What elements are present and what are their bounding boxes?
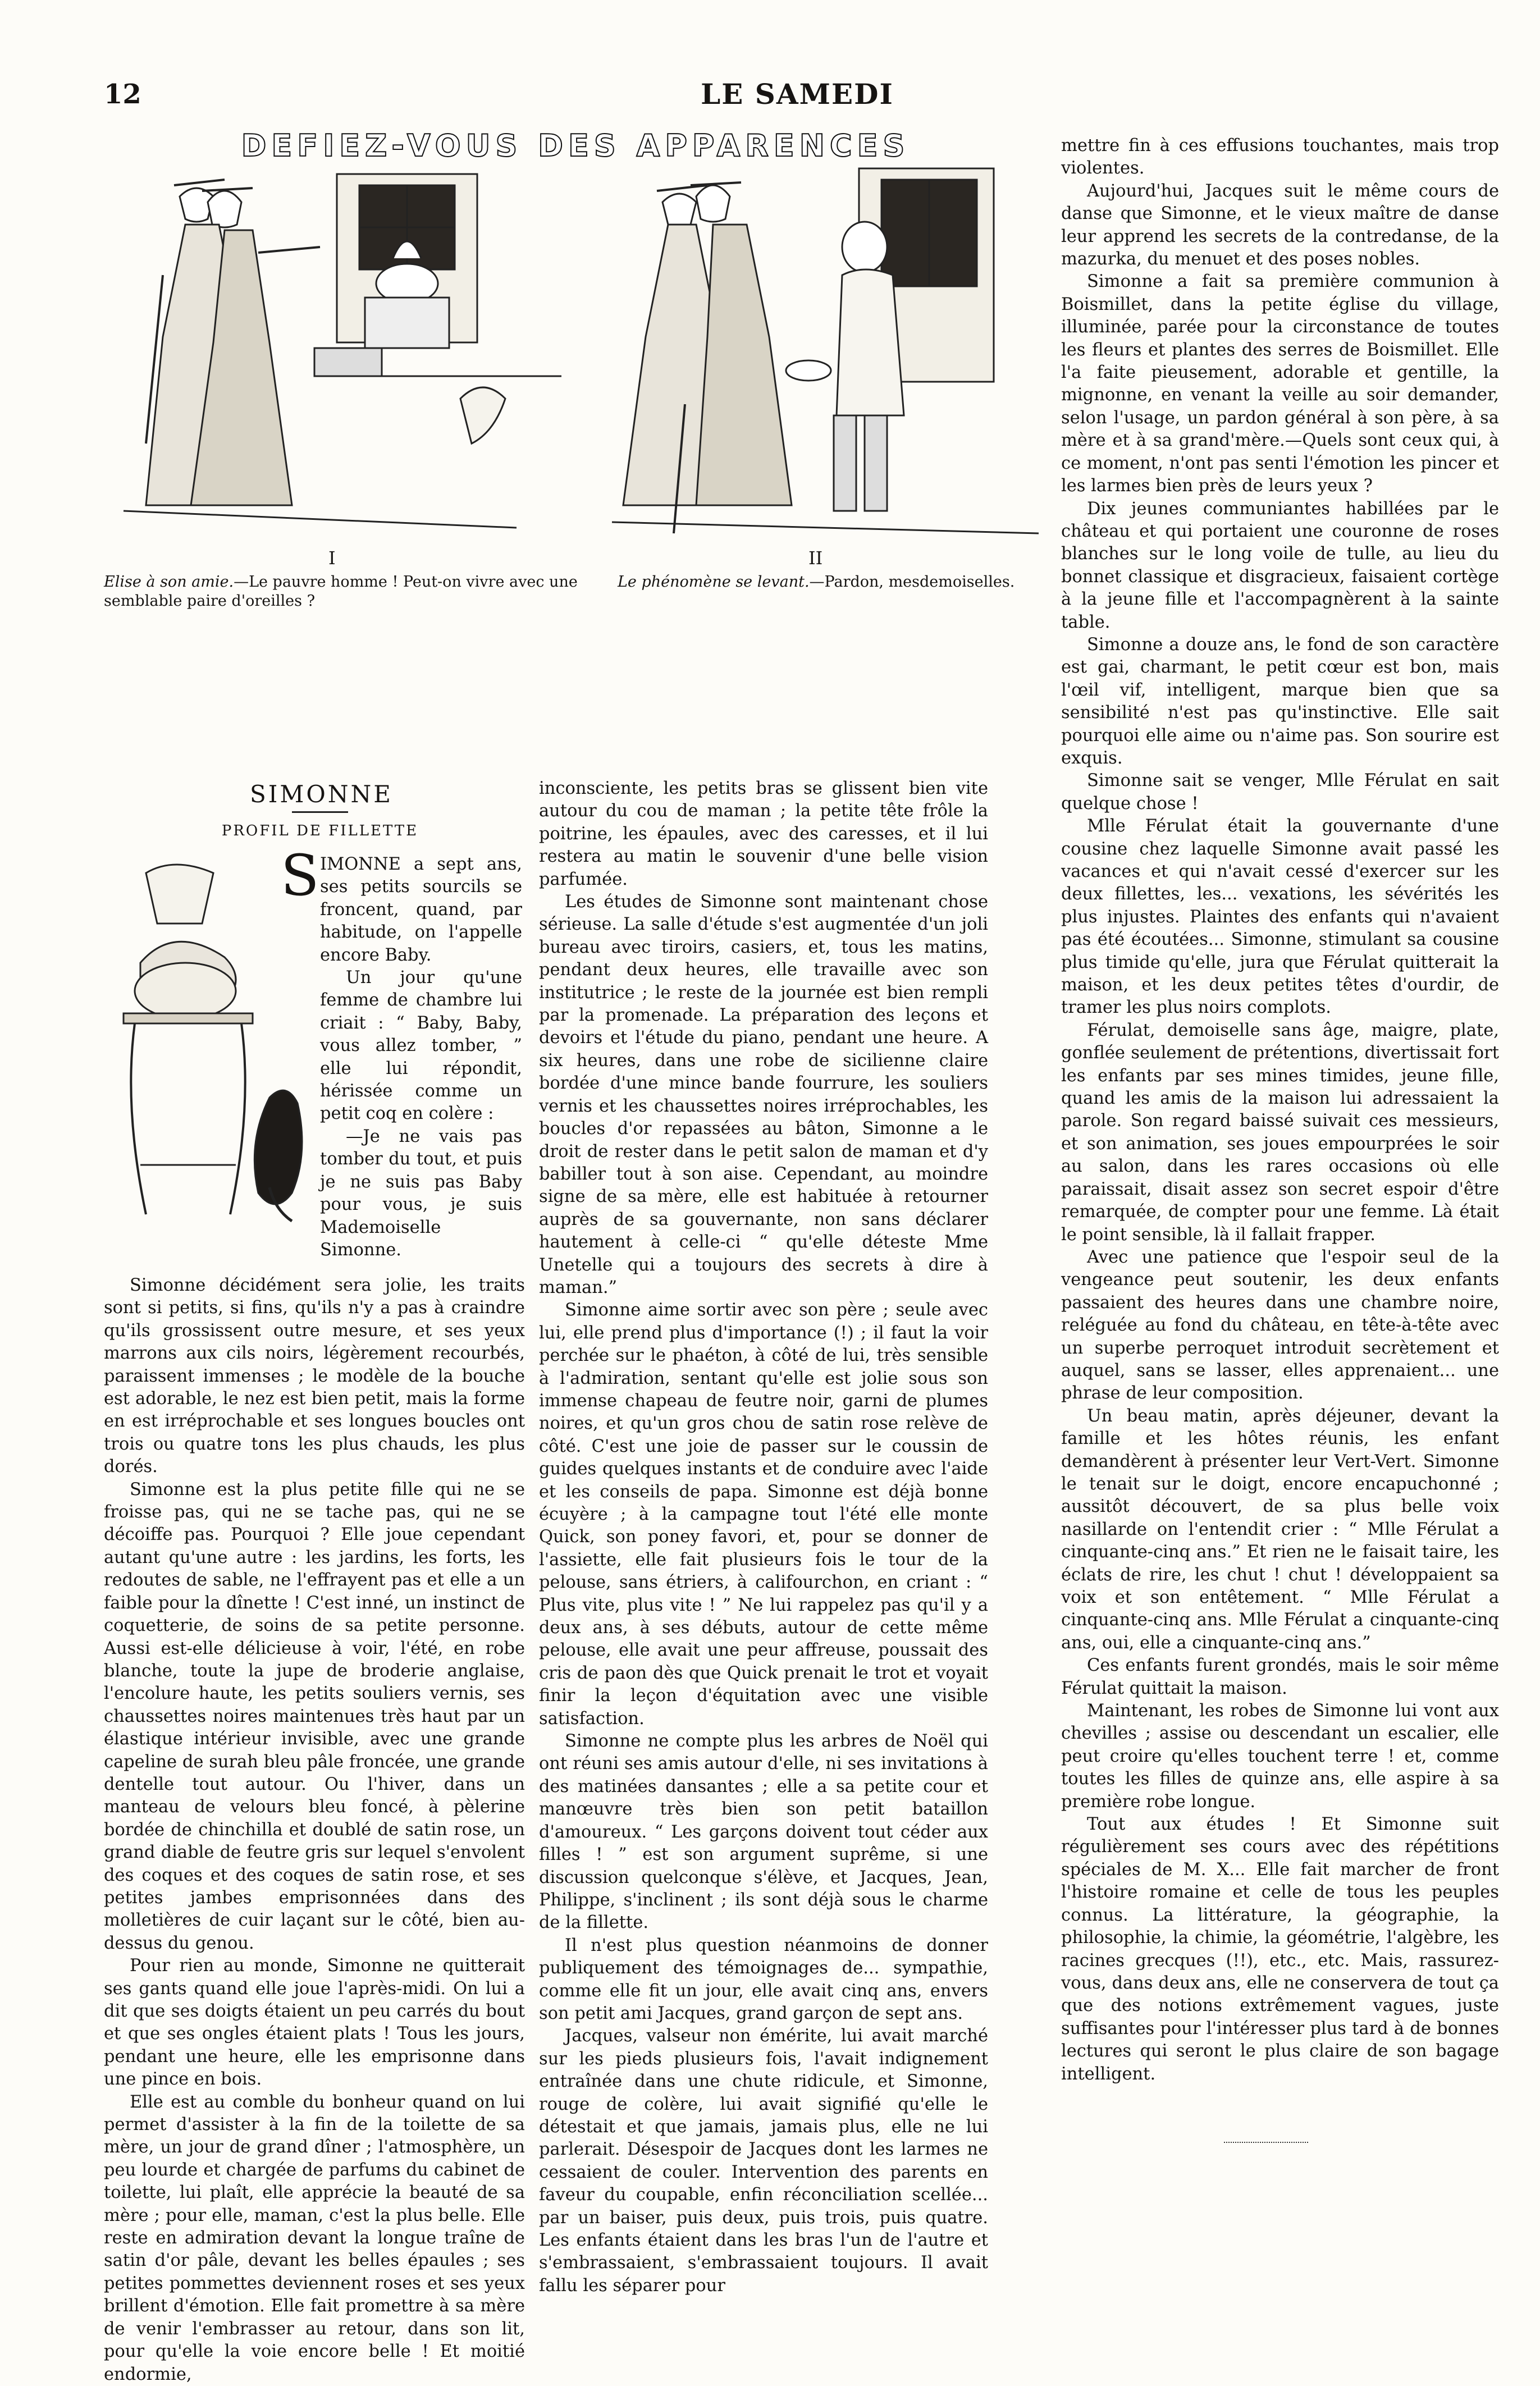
panel-2-caption-text: —Pardon, mesdemoiselles. bbox=[809, 573, 1015, 591]
column-3-paragraph: Simonne a fait sa première communion à Boismillet, dans la petite église du village, illuminée, parée pour la circonstance de toutes les fleurs et plantes des serres de Boismillet. Elle l'a faite pieusement, adorable et gentille, la mignonne, en venant la veille au soir demander, selon l'usage, un pardon général à son père, à sa mère et à sa grand'mère.—Quels sont ceux qui, à ce moment, n'ont pas senti l'émotion les pincer et les larmes bien près de leurs yeux ? bbox=[1061, 272, 1499, 496]
column-1-paragraph: Pour rien au monde, Simonne ne quitterait ses gants quand elle joue l'après-midi. On lui a dit que ses doigts étaient un peu carrés du bout et que ses ongles étaient plats ! Tous les jours, pendant une heure, elle les emprisonne dans une pince en bois. bbox=[104, 1956, 525, 2090]
column-2-paragraph: Il n'est plus question néanmoins de donner publiquement des témoignages de... sympathie, comme elle fit un jour, elle avait cinq ans, envers son petit ami Jacques, grand garçon de sept ans. bbox=[539, 1935, 988, 2023]
column-1-paragraph: Simonne décidément sera jolie, les traits sont si petits, si fins, qu'ils n'y a pas à craindre qu'ils grossissent outre mesure, et ses yeux marrons aux cils noirs, légèrement recourbés, paraissent immenses ; le modèle de la bouche est adorable, le nez est bien petit, mais la forme en est irréprochable et ses longues boucles ont trois ou quatre tons les plus chauds, les plus dorés. bbox=[104, 1276, 525, 1477]
column-3-paragraph: Dix jeunes communiantes habillées par le château et qui portaient une couronne de roses blanches sur le long voile de tulle, au lieu du bonnet classique et disgracieux, faisaient cortège à la jeune fille et l'accompagnèrent à la sainte table. bbox=[1061, 499, 1499, 632]
opening-paragraph-2: Un jour qu'une femme de chambre lui criait : “ Baby, Baby, vous allez tomber, ” elle lui répondit, hérissée comme un petit coq en colère : bbox=[320, 968, 522, 1124]
column-1-paragraph: Simonne est la plus petite fille qui ne se froisse pas, qui ne se tache pas, qui ne se décoiffe pas. Pourquoi ? Elle joue cependant autant qu'une autre : les jardins, les forts, les redoutes de sable, ne l'effrayent pas et elle a un faible pour la dînette ! C'est inné, un instinct de coquetterie, de soins de sa petite personne. Aussi est-elle délicieuse à voir, l'été, en robe blanche, toute la jupe de broderie anglaise, l'encolure haute, les petits souliers vernis, ses chaussettes noires maintenues très haut par un élastique intérieur invisible, avec une grande capeline de surah bleu pâle froncée, une grande dentelle tout autour. Ou l'hiver, dans un manteau de velours bleu foncé, à pèlerine bordée de chinchilla et doublé de satin rose, un grand diable de feutre gris sur lequel s'envolent des coques et des coques de satin rose, et ses petites jambes emprisonnées dans des molletières de cuir laçant sur le côté, bien au-dessus du genou. bbox=[104, 1479, 525, 1953]
story-title: SIMONNE bbox=[250, 780, 393, 808]
panel-2-number: II bbox=[808, 547, 823, 569]
column-3-paragraph: Tout aux études ! Et Simonne suit régulièrement ses cours avec des répétitions spéciales de M. X... Elle fait marcher de front l'histoire romaine et celle de tous les peuples connus. La littérature, la géographie, la philosophie, la chimie, la géométrie, l'algèbre, les racines grecques (!!), etc., etc. Mais, rassurez-vous, dans deux ans, elle ne conservera de tout ça que des notions extrêmement vagues, juste suffisantes pour l'intéresser plus tard à de bonnes lectures qui seront le plus claire de son bagage intelligent. bbox=[1061, 1814, 1499, 2084]
page-number: 12 bbox=[104, 79, 141, 110]
panel-2-caption-speaker: Le phénomène se levant. bbox=[618, 573, 810, 591]
column-3-paragraph: Simonne a douze ans, le fond de son caractère est gai, charmant, le petit cœur est bon, mais l'œil vif, intelligent, marque bien que sa sensibilité n'est pas qu'instinctive. Elle sait pourquoi elle aime ou n'aime pas. Son sourire est exquis. bbox=[1061, 634, 1499, 768]
column-3-paragraph: Mlle Férulat était la gouvernante d'une cousine chez laquelle Simonne avait passé les vacances et qui n'avait cessé d'exercer sur les deux fillettes, les... vexations, les sévérités les plus injustes. Plaintes des enfants qui n'avaient pas été écoutées... Simonne, stimulant sa cousine plus timide qu'elle, jura que Férulat quitterait la maison, et les deux petites têtes d'ourdir, de tramer les plus noirs complots. bbox=[1061, 816, 1499, 1018]
panel-1-caption-text: —Le pauvre homme ! Peut-on vivre avec une semblable paire d'oreilles ? bbox=[104, 573, 578, 610]
panel-2-caption bbox=[618, 573, 1044, 592]
cartoon-panel-2-illustration bbox=[601, 163, 1050, 545]
column-2-paragraph: Simonne ne compte plus les arbres de Noël qui ont réuni ses amis autour d'elle, ni ses invitations à des matinées dansantes ; elle a sa petite cour et manœuvre très bien son petit bataillon d'amoureux. “ Les garçons doivent tout céder aux filles ! ” est son argument suprême, si une discussion quelconque s'élève, et Jacques, Jean, Philippe, s'inclinent ; ils sont déjà sous le charme de la fillette. bbox=[539, 1731, 988, 1933]
story-subtitle: PROFIL DE FILLETTE bbox=[221, 822, 419, 839]
opening-text: IMONNE a sept ans, ses petits sourcils se froncent, quand, par habitude, on l'appelle encore Baby. bbox=[320, 854, 522, 965]
column-3-paragraph: Simonne sait se venger, Mlle Férulat en sait quelque chose ! bbox=[1061, 771, 1499, 813]
fillette-vignette-illustration bbox=[107, 851, 314, 1277]
column-3-paragraph: Aujourd'hui, Jacques suit le même cours de danse que Simonne, et le vieux maître de danse leur apprend les secrets de la contredanse, de la mazurka, du menuet et des poses nobles. bbox=[1061, 181, 1499, 269]
column-2-paragraph: Jacques, valseur non émérite, lui avait marché sur les pieds plusieurs fois, l'avait indignement entraînée dans une chute ridicule, et Simonne, rouge de colère, lui avait signifié qu'elle le détestait et que jamais, jamais plus, elle ne lui parlerait. Désespoir de Jacques dont les larmes ne cessaient de couler. Intervention des parents en faveur du coupable, enfin réconciliation scellée... par un baiser, puis deux, puis trois, puis quatre. Les enfants étaient dans les bras l'un de l'autre et s'embrassaient, s'embrassaient toujours. Il avait fallu les séparer pour bbox=[539, 2026, 988, 2296]
column-2-paragraph: Les études de Simonne sont maintenant chose sérieuse. La salle d'étude s'est augmentée d'un joli bureau avec tiroirs, casiers, et, tous les matins, pendant deux heures, elle travaille avec son institutrice ; le reste de la journée est bien rempli par la promenade. La préparation des leçons et devoirs et l'étude du piano, pendant une heure. A six heures, dans une robe de sicilienne claire bordée d'une mince bande fourrure, les souliers vernis et les chaussettes noires irréprochables, les boucles d'or repassées au bâton, Simonne a le droit de rester dans le petit salon de maman et d'y babiller tout à son aise. Cependant, au moindre signe de sa mère, elle est habituée à retourner auprès de sa gouvernante, non sans déclarer hautement à celle-ci “ qu'elle déteste Mme Unetelle qui a toujours des secrets à dire à maman.” bbox=[539, 892, 988, 1297]
cartoon-title: DEFIEZ-VOUS DES APPARENCES bbox=[241, 128, 910, 163]
column-2-paragraph: inconsciente, les petits bras se glissent bien vite autour du cou de maman ; la petite tête frôle la poitrine, les épaules, avec des caresses, et il lui restera au matin le souvenir d'une belle vision parfumée. bbox=[539, 779, 988, 889]
opening-paragraph-3: —Je ne vais pas tomber du tout, et puis je ne suis pas Baby pour vous, je suis Mademoiselle Simonne. bbox=[320, 1126, 522, 1260]
panel-1-caption-speaker: Elise à son amie. bbox=[104, 573, 234, 591]
column-3-paragraph: Avec une patience que l'espoir seul de la vengeance peut soutenir, les deux enfants passaient des heures dans une chambre noire, reléguée au fond du château, en tête-à-tête avec un superbe perroquet introduit secrètement et auquel, sans se lasser, elles apprenaient... une phrase de leur composition. bbox=[1061, 1247, 1499, 1404]
column-1-paragraph: Elle est au comble du bonheur quand on lui permet d'assister à la fin de la toilette de sa mère, un jour de grand dîner ; l'atmosphère, un peu lourde et chargée de parfums du cabinet de toilette, lui plaît, elle apprécie la beauté de sa mère ; pour elle, maman, c'est la plus belle. Elle reste en admiration devant la longue traîne de satin d'or pâle, devant les belles épaules ; ses petites pommettes deviennent roses et ses yeux brillent d'émotion. Elle fait promettre à sa mère de venir l'embrasser au retour, dans son lit, pour qu'elle la voie encore belle ! Et moitié endormie, bbox=[104, 2092, 525, 2384]
column-3-paragraph: mettre fin à ces effusions touchantes, mais trop violentes. bbox=[1061, 136, 1499, 179]
column-1 bbox=[104, 1274, 525, 2386]
column-3-paragraph: Un beau matin, après déjeuner, devant la famille et les hôtes réunis, les enfant demandèrent à présenter leur Vert-Vert. Simonne le tenait sur le doigt, encore encapuchonné ; aussitôt découvert, de sa plus belle voix nasillarde on l'entendit crier : “ Mlle Férulat a cinquante-cinq ans.” Et rien ne le faisait taire, les éclats de rire, les chut ! chut ! développaient sa voix et son entêtement. “ Mlle Férulat a cinquante-cinq ans. Mlle Férulat a cinquante-cinq ans, oui, elle a cinquante-cinq ans.” bbox=[1061, 1406, 1499, 1653]
column-3-paragraph: Maintenant, les robes de Simonne lui vont aux chevilles ; assise ou descendant un escalier, elle peut croire qu'elles touchent terre ! et, comme toutes les filles de quinze ans, elle aspire à sa première robe longue. bbox=[1061, 1701, 1499, 1812]
column-2 bbox=[539, 778, 988, 2297]
title-rule bbox=[292, 811, 348, 813]
opening-paragraph bbox=[281, 843, 522, 967]
end-rule bbox=[1224, 2142, 1308, 2143]
column-3 bbox=[1061, 135, 1499, 2086]
story-opening-float bbox=[281, 843, 522, 1261]
journal-title: LE SAMEDI bbox=[701, 77, 894, 111]
column-2-paragraph: Simonne aime sortir avec son père ; seule avec lui, elle prend plus d'importance (!) ; il faut la voir perchée sur le phaéton, à côté de lui, très sensible à l'admiration, sentant qu'elle est jolie sous son immense chapeau de feutre noir, garni de plumes noires, et qu'un gros chou de satin rose relève de côté. C'est une joie de passer sur le coussin de guides quelques instants et de conduire avec l'aide et les conseils de papa. Simonne est déjà bonne écuyère ; à la campagne tout l'été elle monte Quick, son poney favori, et, pour se donner de l'assiette, elle fait plusieurs fois le tour de la pelouse, sans étriers, à califourchon, en criant : “ Plus vite, plus vite ! ” Ne lui rappelez pas qu'il y a deux ans, à ses débuts, autour de cette même pelouse, elle avait une peur affreuse, poussait des cris de paon dès que Quick prenait le trot et voyait finir la leçon d'équitation avec une visible satisfaction. bbox=[539, 1300, 988, 1729]
drop-cap: S bbox=[281, 843, 319, 908]
column-3-paragraph: Férulat, demoiselle sans âge, maigre, plate, gonflée seulement de prétentions, divertissait fort les enfants par ses mines timides, jeune fille, quand les amis de la maison lui adressaient la parole. Son regard baissé suivait ces messieurs, et son animation, ses joues empourprées le soir au salon, dans les rares occasions où elle paraissait, disait assez son secret espoir d'être remarquée, de compter pour une femme. Là était le point sensible, là il fallait frapper. bbox=[1061, 1020, 1499, 1245]
cartoon-panel-1-illustration bbox=[101, 163, 606, 545]
column-3-paragraph: Ces enfants furent grondés, mais le soir même Férulat quittait la maison. bbox=[1061, 1656, 1499, 1698]
panel-1-number: I bbox=[328, 547, 336, 569]
panel-1-caption bbox=[104, 573, 609, 611]
